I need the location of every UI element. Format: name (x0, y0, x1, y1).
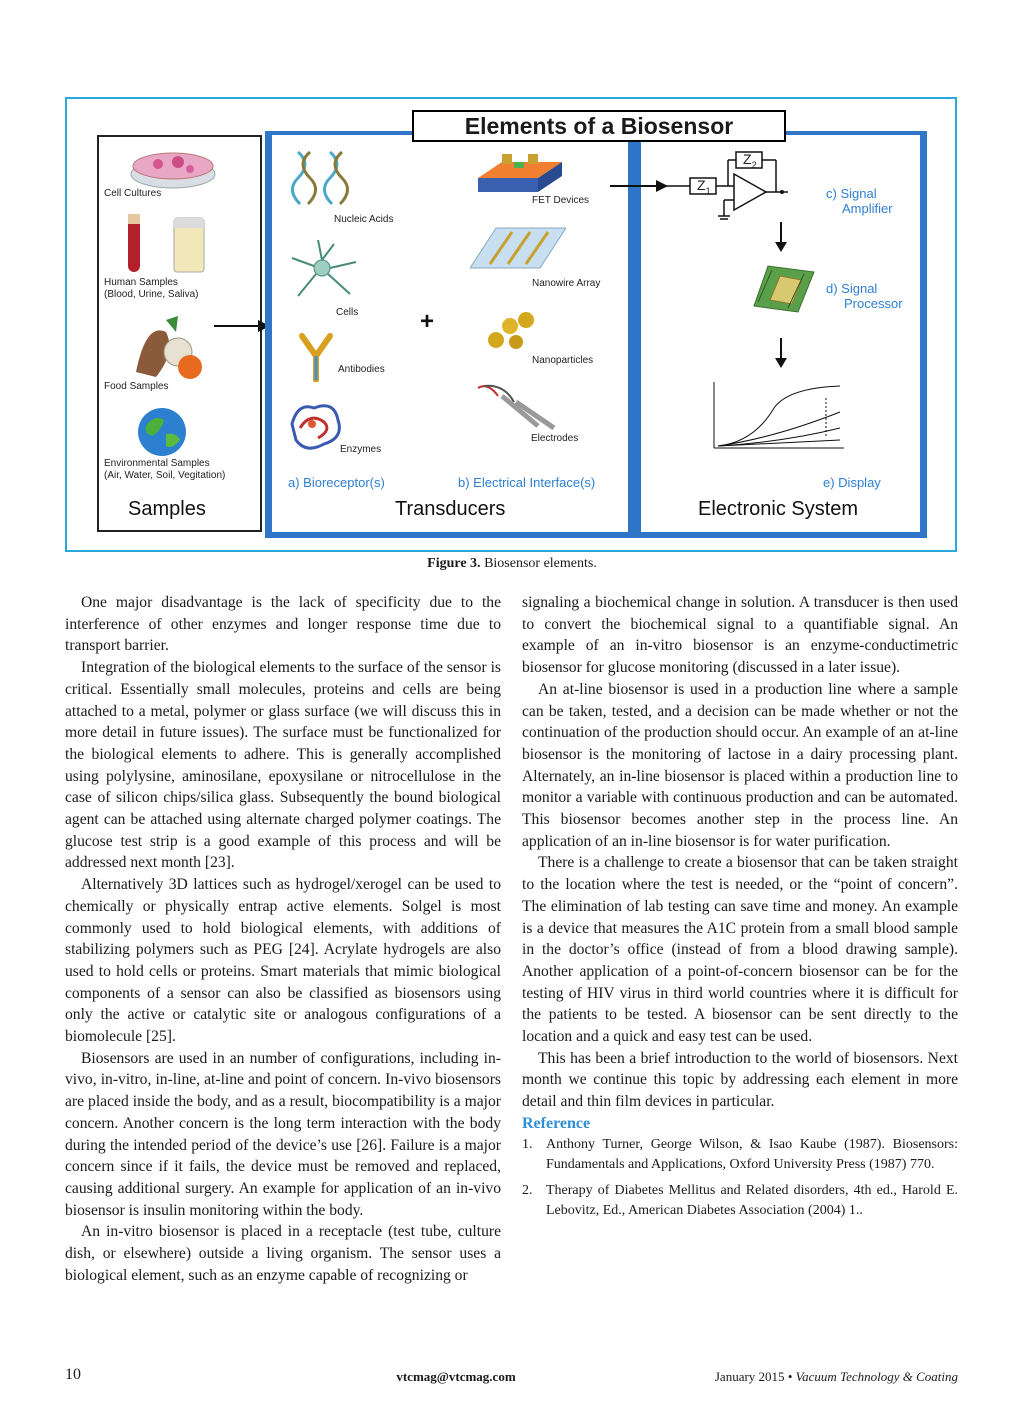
petri-dish-icon (128, 144, 218, 190)
reference-heading: Reference (522, 1114, 591, 1132)
paragraph: There is a challenge to create a biosensor that can be taken straight to the location where the test is needed, or the “point of concern”. The elimination of lab testing can save time and money. An example is a device that measures the A1C protein from a small blood sample in the doctor’s office (instead of from a blood drawing sample). Another application of a point-of-concern biosensor can be for the testing of HIV virus in third world countries where it is difficult for the patients to be tested. A biosensor can be sent directly to the location and a quick and easy test can be used. (522, 854, 958, 1046)
footer-email[interactable]: vtcmag@vtcmag.com (396, 1369, 516, 1384)
sample-cell-cultures: Cell Cultures (104, 188, 162, 199)
z1-label: $Z_1$ (697, 177, 711, 196)
figure-caption: Figure 3. Biosensor elements. (427, 556, 597, 571)
right-column (522, 592, 958, 1227)
cell-neuron-icon (290, 236, 360, 302)
processor-label-2: Processor (844, 296, 903, 311)
globe-icon (136, 406, 188, 458)
nanoparticles-icon (486, 310, 536, 352)
paragraph: An at-line biosensor is used in a production line where a sample can be taken, tested, and a decision can be made whether or not the continuation of the production should occur. An example of an at-line biosensor is the monitoring of lactose in a dairy processing plant. Alternately, an in-line biosensor is placed within a production line to monitor a variable with continuous production and can be automated. This biosensor becomes another step in the process line. An application of an in-line biosensor is for water purification. (522, 680, 958, 850)
reference-item: 1. Anthony Turner, George Wilson, & Isao Kaube (1987). Biosensors: Fundamentals and Applications, Oxford University Press (1987) 770. (522, 1136, 958, 1172)
paragraph: One major disadvantage is the lack of specificity due to the interference of other enzymes and longer response time due to transport barrier. (65, 594, 501, 655)
processor-chip-icon (748, 262, 818, 314)
interface-fet-devices: FET Devices (532, 195, 590, 206)
reference-item: 2. Therapy of Diabetes Mellitus and Related disorders, 4th ed., Harold E. Lebovitz, Ed., American Diabetes Association (2004) 1.. (522, 1182, 958, 1218)
dna-icon (290, 150, 350, 206)
paragraph: signaling a biochemical change in solution. A transducer is then used to convert the biochemical signal to a quantifiable signal. An example of an in-vitro biosensor is an enzyme-conductimetric biosensor for glucose monitoring (discussed in a later issue). (522, 594, 958, 677)
sample-environmental: Environmental Samples (104, 458, 210, 469)
amplifier-label-1: c) Signal (826, 186, 877, 201)
interface-label: b) Electrical Interface(s) (458, 475, 596, 490)
figure-title: Elements of a Biosensor (412, 110, 786, 142)
processor-label-1: d) Signal (826, 281, 878, 296)
bioreceptor-cells: Cells (336, 307, 359, 318)
sample-human-detail: (Blood, Urine, Saliva) (104, 289, 199, 300)
paragraph: Alternatively 3D lattices such as hydrogel/xerogel can be used to chemically or physically entrap active elements. Solgel is most commonly used to hold biological elements, with additions of stabilizing polymers such as PEG [24]. Acrylate hydrogels are also used to hold cells or proteins. Smart materials that mimic biological components of a sensor can also be classified as biosensors using only the active or catalytic site or analogous configurations of a biomolecule [25]. (65, 876, 501, 1046)
enzyme-icon (284, 394, 346, 456)
amplifier-circuit-icon (666, 150, 788, 224)
amplifier-label-2: Amplifier (842, 201, 893, 216)
food-icon (126, 312, 206, 382)
display-label: e) Display (823, 475, 881, 490)
bioreceptor-antibodies: Antibodies (338, 364, 385, 375)
transducers-heading: Transducers (395, 498, 506, 520)
bioreceptor-label: a) Bioreceptor(s) (288, 475, 385, 490)
bioreceptor-enzymes: Enzymes (340, 444, 382, 455)
interface-nanowire-array: Nanowire Array (532, 278, 601, 289)
reference-list (522, 1135, 958, 1221)
arrow-right-icon-2 (610, 178, 668, 194)
left-column (65, 592, 501, 1287)
arrow-right-icon (214, 318, 270, 334)
plus-sign: + (420, 308, 435, 335)
samples-heading: Samples (128, 498, 206, 520)
paragraph: Integration of the biological elements to the surface of the sensor is critical. Essentially small molecules, proteins and cells are being attached to a metal, polymer or glass surface (we will discuss this in more detail in future issues). The surface must be functionalized for the biological elements to adhere. This is generally accomplished using polylysine, aminosilane, epoxysilane or nitrocellulose in the case of silicon chips/silica glass. Subsequently the bound biological agent can be attached using alternate charged polymer coatings. The glucose test strip is a good example of this process and will be addressed next month [23]. (65, 659, 501, 872)
electronic-heading: Electronic System (698, 498, 859, 520)
z2-label: $Z_2$ (743, 151, 757, 170)
paragraph: Biosensors are used in an number of configurations, including in-vivo, in-vitro, in-line, at-line and point of concern. In-vivo biosensors are placed inside the body, and as a result, biocompatibility is a major concern. Another concern is the long term interaction with the body during the intended period of the device’s use [26]. Failure is a major concern since if it fails, the device must be removed and replaced, causing additional surgery. An example for application of an in-vivo biosensor is insulin monitoring within the body. (65, 1049, 501, 1219)
display-graph-icon (704, 378, 854, 464)
arrow-down-icon (774, 222, 788, 252)
interface-electrodes: Electrodes (531, 433, 579, 444)
paragraph: This has been a brief introduction to the world of biosensors. Next month we continue this topic by addressing each element in more detail and thin film devices in particular. (522, 1049, 958, 1111)
interface-nanoparticles: Nanoparticles (532, 355, 594, 366)
sample-human: Human Samples (104, 277, 178, 288)
nanowire-array-icon (470, 224, 566, 270)
arrow-down-icon-2 (774, 338, 788, 368)
fet-device-icon (478, 152, 562, 194)
footer-publication: January 2015 • Vacuum Technology & Coating (714, 1369, 958, 1384)
bioreceptor-nucleic-acids: Nucleic Acids (334, 214, 394, 225)
paragraph: An in-vitro biosensor is placed in a receptacle (test tube, culture dish, or elsewhere) outside a living organism. The sensor uses a biological element, such as an enzyme capable of recognizing or (65, 1223, 501, 1284)
page-number: 10 (65, 1366, 81, 1383)
sample-environmental-detail: (Air, Water, Soil, Vegitation) (104, 470, 226, 481)
sample-food: Food Samples (104, 381, 169, 392)
test-tube-icon (122, 212, 212, 276)
antibody-icon (296, 332, 336, 382)
